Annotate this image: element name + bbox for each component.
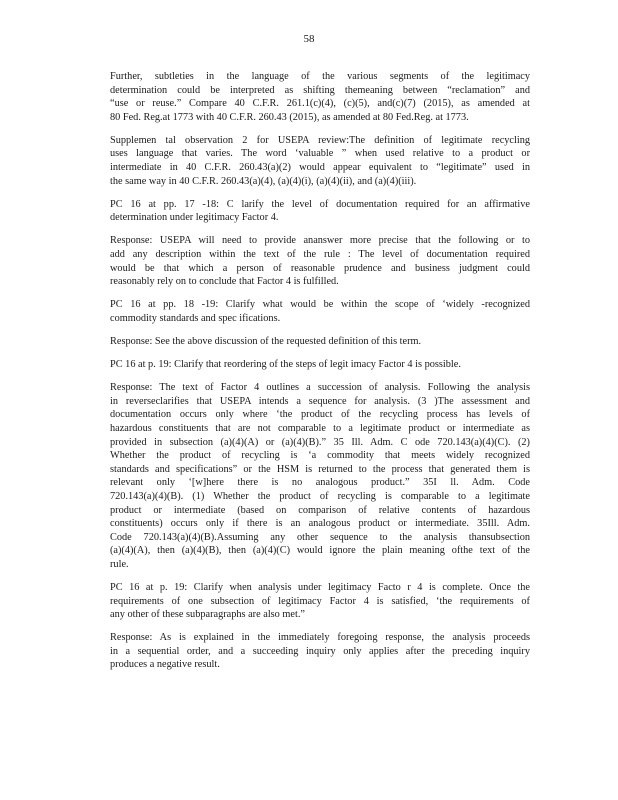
text-line: intermediate in 40 C.F.R. 260.43(a)(2) would appear equivalent to “legitimate” used in xyxy=(110,162,530,174)
text-line: 80 Fed. Reg.at 1773 with 40 C.F.R. 260.43 (2015), as amended at 80 Fed.Reg. at 1773. xyxy=(110,111,469,123)
text-line: Further, subtleties in the language of the various segments of the legitimacy xyxy=(110,71,530,82)
text-line: uses language that varies. The word ‘valuable ” when used relative to a product or xyxy=(110,148,530,160)
text-line: PC 16 at pp. 17 -18: C larify the level of documentation required for an affirmative xyxy=(110,198,530,210)
paragraph xyxy=(110,358,530,372)
text-line: hazardous constituents that are not comparable to a legitimate product or intermediate as xyxy=(110,422,530,434)
document-body xyxy=(110,70,530,682)
text-line: Response: USEPA will need to provide ananswer more precise that the following or to xyxy=(110,235,530,247)
text-line: would be that which a person of reasonable prudence and business judgment could xyxy=(110,262,530,274)
paragraph xyxy=(110,70,530,124)
text-line: “use or reuse.” Compare 40 C.F.R. 261.1(c)(4), (c)(5), and(c)(7) (2015), as amended at xyxy=(110,98,530,110)
text-line: in a sequential order, and a succeeding inquiry only applies after the preceding inquiry xyxy=(110,645,530,657)
text-line: Supplemen tal observation 2 for USEPA review:The definition of legitimate recycling xyxy=(110,134,530,146)
page-number: 58 xyxy=(303,33,315,45)
text-line: add any description within the text of the rule : The level of documentation required xyxy=(110,249,530,261)
text-line: Response: See the above discussion of the requested definition of this term. xyxy=(110,336,422,347)
text-line: documentation occurs only where ‘the product of the recycling process has levels of xyxy=(110,409,530,421)
text-line: any other of these subparagraphs are also met.” xyxy=(110,609,305,621)
text-line: 720.143(a)(4)(B). (1) Whether the product of recycling is comparable to a legitimate xyxy=(110,490,530,502)
paragraph xyxy=(110,234,530,288)
text-line: (a)(4)(A), then (a)(4)(B), then (a)(4)(C) would ignore the plain meaning ofthe text of the xyxy=(110,545,530,557)
text-line: PC 16 at p. 19: Clarify that reordering of the steps of legit imacy Factor 4 is possible. xyxy=(110,359,461,371)
text-line: reasonably rely on to conclude that Factor 4 is fulfilled. xyxy=(110,276,339,288)
text-line: requirements of one subsection of legitimacy Factor 4 is satisfied, ‘the requirements of xyxy=(110,595,530,607)
text-line: in reverseclarifies that USEPA intends a sequence for analysis. (3 )The assessment and xyxy=(110,395,530,407)
text-line: provided in subsection (a)(4)(A) or (a)(4)(B).” 35 Ill. Adm. C ode 720.143(a)(4)(C). (2) xyxy=(110,436,530,448)
paragraph xyxy=(110,381,530,571)
text-line: Response: The text of Factor 4 outlines a succession of analysis. Following the analysis xyxy=(110,382,530,394)
paragraph xyxy=(110,198,530,225)
text-line: PC 16 at pp. 18 -19: Clarify what would be within the scope of ‘widely -recognized xyxy=(110,299,530,311)
paragraph xyxy=(110,631,530,672)
text-line: PC 16 at p. 19: Clarify when analysis under legitimacy Facto r 4 is complete. Once the xyxy=(110,582,530,593)
paragraph xyxy=(110,581,530,622)
text-line: product or intermediate (based on comparison of relative contents of hazardous xyxy=(110,504,530,516)
paragraph xyxy=(110,134,530,188)
text-line: produces a negative result. xyxy=(110,659,220,671)
text-line: Response: As is explained in the immediately foregoing response, the analysis proceeds xyxy=(110,632,530,644)
text-line: Code 720.143(a)(4)(B).Assuming any other sequence to the analysis thansubsection xyxy=(110,531,530,543)
text-line: relevant only ‘[w]here there is no analogous product.” 35I ll. Adm. Code xyxy=(110,477,530,489)
text-line: constituents) occurs only if there is an analogous product or intermediate. 35Ill. Adm. xyxy=(110,518,530,530)
text-line: rule. xyxy=(110,558,129,570)
text-line: standards and specifications” or the HSM is returned to the process that generated them is xyxy=(110,463,530,475)
text-line: Whether the product of recycling is ‘a commodity that meets widely recognized xyxy=(110,450,530,462)
paragraph xyxy=(110,298,530,325)
text-line: the same way in 40 C.F.R. 260.43(a)(4), (a)(4)(i), (a)(4)(ii), and (a)(4)(iii). xyxy=(110,175,417,187)
text-line: determination could be interpreted as shifting themeaning between “reclamation” and xyxy=(110,84,530,96)
text-line: determination under legitimacy Factor 4. xyxy=(110,212,279,224)
paragraph xyxy=(110,335,530,349)
text-line: commodity standards and spec ifications. xyxy=(110,312,281,324)
